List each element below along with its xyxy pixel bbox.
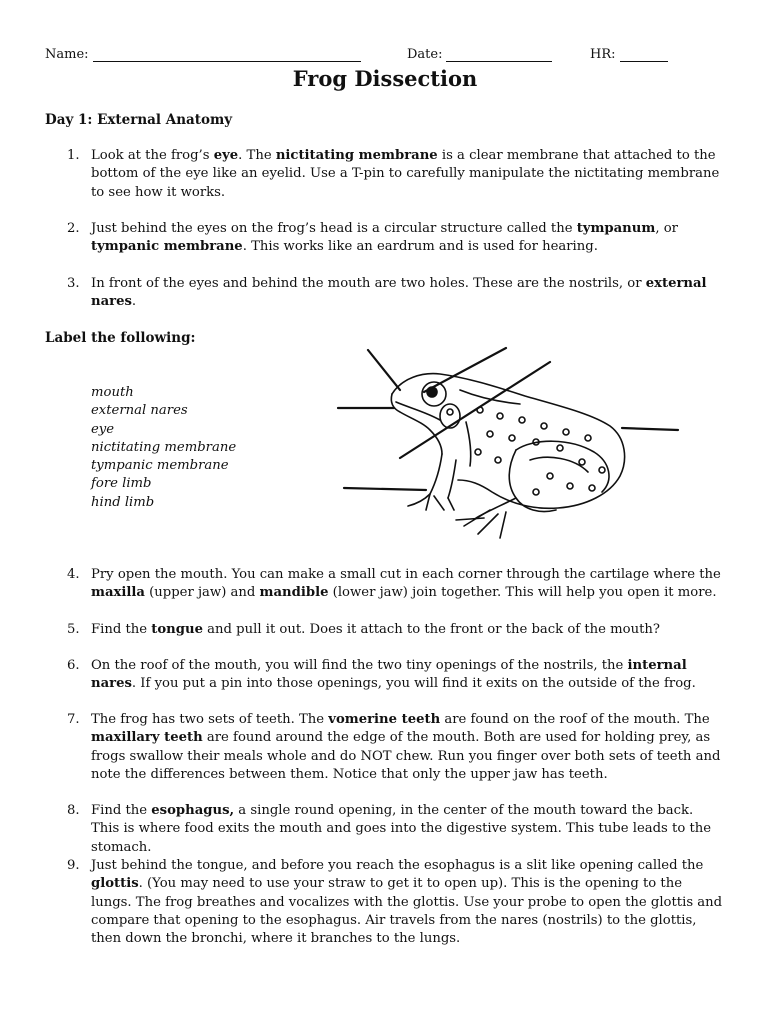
label-leader-lines — [338, 348, 678, 490]
name-blank-line[interactable] — [93, 47, 361, 62]
item-number: 2. — [67, 221, 80, 236]
leader-line — [400, 362, 550, 458]
text-segment: Just behind the eyes on the frog’s head is a circular structure called the — [91, 221, 577, 236]
item-number: 1. — [67, 148, 80, 163]
day1-heading: Day 1: External Anatomy — [45, 112, 233, 128]
item-number: 4. — [67, 567, 80, 582]
text-segment: . The — [238, 148, 276, 163]
frog-diagram — [330, 342, 690, 542]
text-segment: Look at the frog’s — [91, 148, 214, 163]
date-label: Date: — [407, 47, 443, 62]
text-segment: is a clear membrane that attached to the bottom of the eye like an eyelid. Use a T-pin to carefully manipulate the nictitating membrane to see how it works. — [91, 148, 720, 200]
text-segment: are found around the edge of the mouth. Both are used for holding prey, as frogs swallow their meals whole and do NOT chew. Run you finger over both sets of teeth and note the differences between them. Notice that only the upper jaw has teeth. — [91, 730, 721, 782]
item-text — [91, 147, 725, 202]
name-label: Name: — [45, 47, 89, 62]
bold-term: glottis — [91, 876, 139, 892]
text-segment: (lower jaw) join together. This will help you open it more. — [328, 585, 717, 601]
label-list-item: nictitating membrane — [91, 439, 237, 455]
label-list — [91, 384, 236, 512]
bold-term: nictitating membrane — [275, 148, 438, 163]
bold-term: external nares — [91, 276, 707, 310]
bold-term: mandible — [259, 585, 329, 601]
bold-term: maxillary teeth — [91, 730, 203, 746]
instruction-item — [45, 857, 725, 948]
instruction-item — [45, 657, 725, 694]
label-list-item: external nares — [91, 403, 188, 419]
date-blank-line[interactable] — [446, 47, 552, 62]
leader-line — [344, 488, 426, 490]
bold-term: tongue — [151, 622, 203, 637]
instruction-item — [45, 566, 725, 603]
text-segment: (upper jaw) and — [144, 585, 260, 601]
leader-line — [622, 428, 678, 430]
text-segment: . If you put a pin into those openings, you will find it exits on the outside of the frog. — [131, 676, 696, 692]
bold-term: internal nares — [91, 658, 687, 692]
text-segment: , or — [655, 221, 678, 236]
bold-term: tympanic membrane — [91, 239, 243, 255]
text-segment: . This works like an eardrum and is used for hearing. — [242, 239, 598, 255]
frog-illustration — [391, 374, 624, 538]
item-number: 7. — [67, 712, 80, 727]
item-text — [91, 220, 725, 257]
text-segment: . — [131, 294, 137, 310]
label-list-item: mouth — [91, 385, 134, 400]
label-list-item: eye — [91, 421, 115, 437]
bold-term: esophagus, — [151, 803, 235, 818]
label-heading: Label the following: — [45, 330, 196, 346]
instruction-item — [45, 275, 725, 312]
text-segment: Find the — [91, 622, 152, 637]
item-text — [91, 857, 725, 948]
text-segment: In front of the eyes and behind the mouth are two holes. These are the nostrils, or — [91, 276, 646, 291]
instruction-item — [45, 220, 725, 257]
hr-label: HR: — [590, 47, 616, 62]
bold-term: eye — [213, 148, 239, 163]
text-segment: are found on the roof of the mouth. The — [440, 712, 710, 727]
bold-term: vomerine teeth — [328, 712, 441, 727]
leader-line — [368, 350, 400, 390]
hr-blank-line[interactable] — [620, 47, 668, 62]
text-segment: The frog has two sets of teeth. The — [91, 712, 329, 727]
item-number: 3. — [67, 276, 80, 291]
text-segment: . (You may need to use your straw to get it to open up). This is the opening to the lungs. The frog breathes and vocalizes with the glottis. Use your probe to open the glottis and compare that opening to the esophagus. Air travels from the nares (nostrils) to the glottis, then down the bronchi, where it branches to the lungs. — [91, 876, 723, 947]
hr-field[interactable] — [590, 47, 668, 62]
item-text — [91, 621, 725, 639]
item-text — [91, 802, 725, 857]
bold-term: tympanum — [576, 221, 656, 236]
instruction-item — [45, 802, 725, 857]
item-text — [91, 566, 725, 603]
label-list-item: fore limb — [91, 476, 152, 492]
item-number: 5. — [67, 622, 80, 637]
item-text — [91, 657, 725, 694]
instruction-item — [45, 147, 725, 202]
text-segment: and pull it out. Does it attach to the front or the back of the mouth? — [202, 622, 660, 637]
text-segment: On the roof of the mouth, you will find the two tiny openings of the nostrils, the — [91, 658, 628, 673]
label-list-item: tympanic membrane — [91, 458, 229, 474]
name-field[interactable] — [45, 47, 361, 62]
item-number: 6. — [67, 658, 80, 673]
item-text — [91, 711, 725, 784]
instruction-item — [45, 711, 725, 784]
item-number: 9. — [67, 858, 80, 873]
text-segment: Pry open the mouth. You can make a small cut in each corner through the cartilage where the — [91, 567, 721, 582]
item-number: 8. — [67, 803, 80, 818]
page-title: Frog Dissection — [292, 66, 478, 91]
label-list-item: hind limb — [91, 494, 155, 510]
text-segment: a single round opening, in the center of the mouth toward the back. This is where food exits the mouth and goes into the digestive system. This tube leads to the stomach. — [91, 803, 712, 855]
date-field[interactable] — [407, 47, 552, 62]
text-segment: Find the — [91, 803, 152, 818]
text-segment: Just behind the tongue, and before you reach the esophagus is a slit like opening called the — [91, 858, 704, 873]
bold-term: maxilla — [91, 585, 145, 601]
item-text — [91, 275, 725, 312]
instruction-item — [45, 621, 725, 639]
